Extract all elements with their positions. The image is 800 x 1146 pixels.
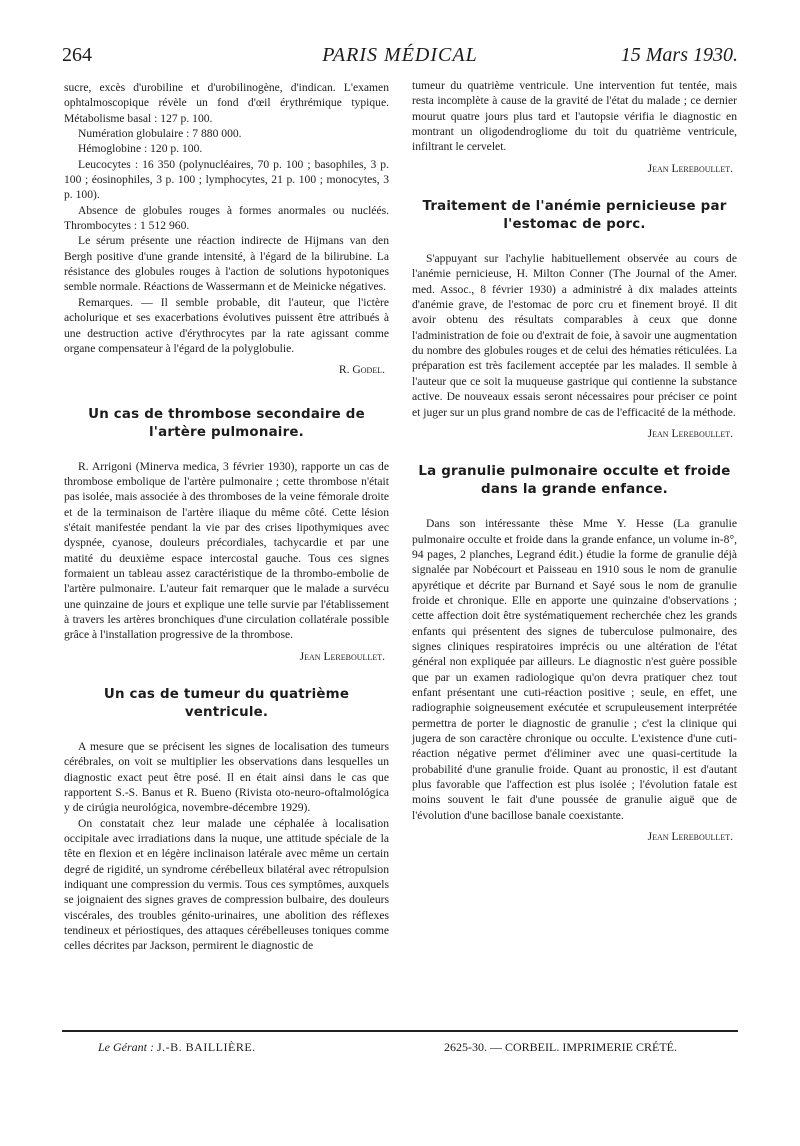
article-title: La granulie pulmonaire occulte et froide dans la grande enfance. bbox=[418, 464, 731, 498]
footer-publisher bbox=[98, 1040, 256, 1055]
journal-title: PARIS MÉDICAL bbox=[322, 44, 478, 66]
paragraph: Remarques. — Il semble probable, dit l'auteur, que l'ictère acholurique et ses exacerbations évolutives puissent être attribués à une destruction active d'érythrocytes par la rate agissant comme organe compensateur à l'égard de la polyglobulie. bbox=[64, 295, 389, 355]
article-title: Un cas de tumeur du quatrième ventricule. bbox=[103, 687, 350, 720]
paragraph: R. Arrigoni (Minerva medica, 3 février 1930), rapporte un cas de thrombose embolique de l'artère pulmonaire ; cette thrombose n'était pas isolée, mais associée à des thromboses de la veine fémorale droite et de la terminaison de l'artère iliaque du même côté. Cette lésion s'était manifestée pendant la vie par des crises lipothymiques avec dyspnée, cyanose, douleurs précordiales, tachycardie et par une matité du deuxième espace intercostal gauche. Tous ces signes formaient un tableau assez caractéristique de la thrombo-embolie de l'artère pulmonaire. L'auteur fait remarquer que le malade a survécu une quinzaine de jours et explique une telle survie par l'établissement à travers les artères bronchiques d'une circulation collatérale possible grâce à l'installation progressive de la thrombose. bbox=[64, 459, 389, 642]
paragraph: Dans son intéressante thèse Mme Y. Hesse (La granulie pulmonaire occulte et froide dans la grande enfance, un volume in-8°, 94 pages, 2 planches, Legrand édit.) étudie la forme de granulie déjà signalée par Nobécourt et Paisseau en 1910 sous le nom de granulie apyrétique et décrite par Burnand et Sayé sous le nom de granulie froide et chronique. Elle en apporte une quinzaine d'observations ; cette affection doit être systématiquement recherchée chez les grands enfants qui présentent des signes de tuberculose pulmonaire, des signes cliniques respiratoires imprécis ou une altération de l'état général non expliquée par ailleurs. Le diagnostic n'est guère possible que par un examen radiologique qu'on devra pratiquer chez tout enfant présentant une cuti-réaction positive ; seule, en effet, une radiographie soigneusement exécutée et scrupuleusement interprétée permettra de porter le diagnostic de granulie ; c'est la clinique qui jugera de son caractère chronique ou occulte. L'existence d'une cuti-réaction négative permet d'éliminer avec une quasi-certitude la probabilité d'une granulie froide. Quant au pronostic, il est d'autant plus favorable que l'affection est plus isolée ; l'évolution fatale est moins souvent le fait d'une poussée de granulie aiguë que de l'évolution d'une bacillose banale coexistante. bbox=[412, 517, 737, 822]
right-column bbox=[412, 78, 737, 860]
left-column bbox=[64, 80, 389, 954]
paragraph: sucre, excès d'urobiline et d'urobilinogène, d'indican. L'examen ophtalmoscopique révèle un fond d'œil érythrémique typique. Métabolisme basal : 127 p. 100. bbox=[64, 81, 389, 125]
article-title: Traitement de l'anémie pernicieuse par l'estomac de porc. bbox=[422, 199, 727, 233]
signature: Jean Lereboullet. bbox=[647, 161, 733, 175]
paragraph: S'appuyant sur l'achylie habituellement observée au cours de l'anémie pernicieuse, H. Milton Conner (The Journal of the Amer. med. Assoc., 8 février 1930) a administré à dix malades atteints d'anémie grave, de l'estomac de porc cru et finement broyé. Il dit avoir obtenu des résultats comparables à ceux que donne l'administration de foie ou d'extrait de foie, à savoir une augmentation du nombre des globules rouges et de celui des hématies réticulées. La préparation est très facilement acceptée par les malades. Il semble à l'auteur que ce soit la muqueuse gastrique qui contienne la substance active. De nouveaux essais seront nécessaires pour préciser ce point et juger sur un plus grand nombre de cas de l'efficacité de la méthode. bbox=[412, 252, 737, 419]
page-number: 264 bbox=[62, 44, 92, 66]
paragraph: Leucocytes : 16 350 (polynucléaires, 70 p. 100 ; basophiles, 3 p. 100 ; éosinophiles, 3 p. 100 ; lymphocytes, 21 p. 100 ; monocytes, 3 p. 100). bbox=[64, 157, 389, 202]
footer-printer: 2625-30. — CORBEIL. IMPRIMERIE CRÉTÉ. bbox=[444, 1040, 677, 1054]
signature: Jean Lereboullet. bbox=[647, 426, 733, 440]
paragraph: Hémoglobine : 120 p. 100. bbox=[78, 142, 203, 156]
article-title: Un cas de thrombose secondaire de l'artère pulmonaire. bbox=[88, 406, 365, 440]
gerant-label: Le Gérant : bbox=[98, 1040, 154, 1054]
issue-date: 15 Mars 1930. bbox=[620, 44, 738, 66]
signature: Jean Lereboullet. bbox=[647, 830, 733, 844]
footer-rule bbox=[62, 1030, 738, 1032]
paragraph: Absence de globules rouges à formes anormales ou nucléés. Thrombocytes : 1 512 960. bbox=[64, 203, 389, 233]
signature: R. Godel. bbox=[338, 363, 385, 377]
gerant-name: J.-B. BAILLIÈRE. bbox=[157, 1040, 256, 1054]
paragraph: Le sérum présente une réaction indirecte de Hijmans van den Bergh positive d'une grande intensité, à l'égard de la bilirubine. La résistance des globules rouges à l'action de solutions hypotoniques semble normale. Réactions de Wassermann et de Meinicke négatives. bbox=[64, 234, 389, 294]
paragraph: Numération globulaire : 7 880 000. bbox=[78, 127, 242, 141]
paragraph: A mesure que se précisent les signes de localisation des tumeurs cérébrales, on voit se multiplier les observations dans lesquelles un diagnostic exact peut être posé. Il en était ainsi dans le cas que rapportent S.-S. Banus et R. Bueno (Rivista oto-neuro-oftalmológica y de cirúgia neurológica, novembre-décembre 1929). bbox=[64, 740, 389, 815]
running-head bbox=[62, 44, 738, 74]
paragraph: tumeur du quatrième ventricule. Une intervention fut tentée, mais resta incomplète à cause de la gravité de l'état du malade ; ce dernier mourut quatre jours plus tard et l'autopsie vérifia le diagnostic en montrant un oligodendrogliome du toit du quatrième ventricule, infiltrant le cervelet. bbox=[412, 79, 737, 154]
signature: Jean Lereboullet. bbox=[299, 649, 385, 663]
paragraph: On constatait chez leur malade une céphalée à localisation occipitale avec irradiations dans la nuque, une attitude spéciale de la tête en flexion et en légère inclinaison latérale avec même un certain degré de rigidité, un syndrome cérébelleux bilatéral avec rétropulsion indiquant une compression du vermis. Tous ces symptômes, auxquels se joignaient des signes graves de compression bulbaire, des douleurs viscérales, des troubles génito-urinaires, une abolition des réflexes tendineux et périostiques, des attaques cérébelleuses toniques comme celles décrites par Jackson, permirent le diagnostic de bbox=[64, 816, 389, 953]
